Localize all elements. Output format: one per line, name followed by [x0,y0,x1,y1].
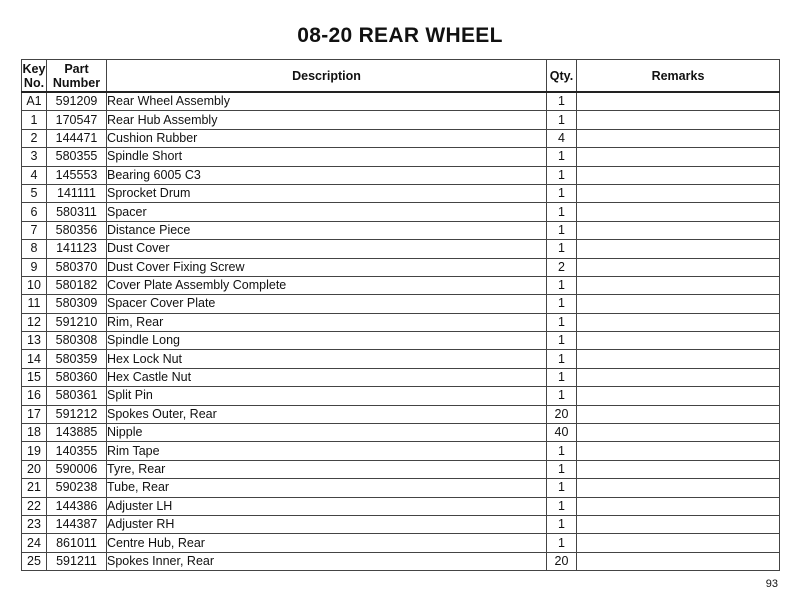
table-row [22,92,780,111]
qty-cell: 2 [547,258,577,276]
remarks-cell [577,203,780,221]
remarks-cell [577,534,780,552]
key-no-cell: 20 [22,460,47,478]
remarks-cell [577,240,780,258]
page-title: 08-20 REAR WHEEL [297,24,503,47]
part-number-cell: 580311 [47,203,107,221]
description-cell: Dust Cover Fixing Screw [107,258,547,276]
description-cell: Split Pin [107,387,547,405]
remarks-cell [577,332,780,350]
description-cell: Spindle Long [107,332,547,350]
qty-cell: 40 [547,424,577,442]
table-row [22,479,780,497]
remarks-cell [577,368,780,386]
remarks-cell [577,184,780,202]
remarks-cell [577,387,780,405]
description-cell: Distance Piece [107,221,547,239]
description-cell: Rear Hub Assembly [107,111,547,129]
description-cell: Rear Wheel Assembly [107,92,547,111]
part-number-cell: 590006 [47,460,107,478]
table-row [22,240,780,258]
description-cell: Centre Hub, Rear [107,534,547,552]
qty-cell: 1 [547,479,577,497]
description-cell: Cover Plate Assembly Complete [107,276,547,294]
qty-cell: 4 [547,129,577,147]
part-number-cell: 143885 [47,424,107,442]
parts-table-header [22,60,780,93]
key-no-cell: 19 [22,442,47,460]
qty-cell: 1 [547,240,577,258]
part-number-cell: 580360 [47,368,107,386]
qty-cell: 1 [547,166,577,184]
key-no-cell: 22 [22,497,47,515]
description-cell: Rim Tape [107,442,547,460]
remarks-cell [577,497,780,515]
remarks-cell [577,129,780,147]
part-number-cell: 591211 [47,552,107,570]
part-number-cell: 591210 [47,313,107,331]
qty-cell: 1 [547,313,577,331]
part-number-cell: 144386 [47,497,107,515]
key-no-header-line2: No. [23,75,45,90]
table-row [22,515,780,533]
qty-cell: 1 [547,276,577,294]
key-no-cell: 23 [22,515,47,533]
description-cell: Nipple [107,424,547,442]
remarks-cell [577,92,780,111]
remarks-cell [577,166,780,184]
table-row [22,497,780,515]
table-row [22,552,780,570]
description-cell: Hex Castle Nut [107,368,547,386]
description-cell: Cushion Rubber [107,129,547,147]
description-cell: Spacer Cover Plate [107,295,547,313]
key-no-cell: 11 [22,295,47,313]
remarks-cell [577,515,780,533]
part-number-header [47,60,107,93]
remarks-cell [577,350,780,368]
description-cell: Tyre, Rear [107,460,547,478]
qty-cell: 20 [547,552,577,570]
table-row [22,332,780,350]
part-number-header-line1: Part [64,61,89,76]
qty-cell: 1 [547,184,577,202]
key-no-header [22,60,47,93]
key-no-cell: 24 [22,534,47,552]
key-no-cell: 13 [22,332,47,350]
key-no-header-line1: Key [22,61,46,76]
part-number-cell: 580356 [47,221,107,239]
table-row [22,129,780,147]
qty-cell: 1 [547,295,577,313]
qty-cell: 1 [547,497,577,515]
table-row [22,184,780,202]
qty-cell: 1 [547,332,577,350]
key-no-cell: 1 [22,111,47,129]
description-cell: Tube, Rear [107,479,547,497]
part-number-cell: 590238 [47,479,107,497]
table-row [22,258,780,276]
remarks-cell [577,221,780,239]
table-row [22,534,780,552]
key-no-cell: 5 [22,184,47,202]
remarks-cell [577,313,780,331]
qty-cell: 1 [547,515,577,533]
key-no-cell: 8 [22,240,47,258]
part-number-cell: 140355 [47,442,107,460]
qty-cell: 1 [547,442,577,460]
description-cell: Hex Lock Nut [107,350,547,368]
table-row [22,387,780,405]
remarks-cell [577,424,780,442]
description-cell: Spokes Inner, Rear [107,552,547,570]
remarks-cell [577,442,780,460]
qty-cell: 20 [547,405,577,423]
qty-cell: 1 [547,350,577,368]
part-number-cell: 861011 [47,534,107,552]
description-cell: Dust Cover [107,240,547,258]
description-cell: Spindle Short [107,148,547,166]
key-no-cell: 9 [22,258,47,276]
qty-cell: 1 [547,387,577,405]
key-no-cell: 14 [22,350,47,368]
key-no-cell: 25 [22,552,47,570]
remarks-cell [577,148,780,166]
qty-cell: 1 [547,111,577,129]
part-number-cell: 591209 [47,92,107,111]
description-cell: Bearing 6005 C3 [107,166,547,184]
key-no-cell: 18 [22,424,47,442]
remarks-cell [577,295,780,313]
part-number-cell: 144471 [47,129,107,147]
table-row [22,313,780,331]
key-no-cell: 4 [22,166,47,184]
parts-table [21,59,780,571]
description-cell: Adjuster LH [107,497,547,515]
part-number-cell: 144387 [47,515,107,533]
key-no-cell: 7 [22,221,47,239]
part-number-cell: 580359 [47,350,107,368]
remarks-cell [577,111,780,129]
remarks-cell [577,258,780,276]
qty-cell: 1 [547,460,577,478]
header-row [22,60,780,93]
key-no-cell: 21 [22,479,47,497]
page-number: 93 [765,578,778,590]
description-cell: Rim, Rear [107,313,547,331]
description-cell: Sprocket Drum [107,184,547,202]
key-no-cell: 12 [22,313,47,331]
part-number-header-line2: Number [52,75,101,90]
part-number-cell: 580355 [47,148,107,166]
part-number-cell: 170547 [47,111,107,129]
key-no-cell: 6 [22,203,47,221]
table-row [22,166,780,184]
qty-cell: 1 [547,92,577,111]
remarks-cell [577,276,780,294]
table-row [22,276,780,294]
table-row [22,148,780,166]
qty-header: Qty. [547,60,577,93]
description-cell: Spokes Outer, Rear [107,405,547,423]
part-number-cell: 580309 [47,295,107,313]
part-number-cell: 141111 [47,184,107,202]
key-no-cell: 15 [22,368,47,386]
qty-cell: 1 [547,221,577,239]
remarks-cell [577,552,780,570]
part-number-cell: 580370 [47,258,107,276]
key-no-cell: 10 [22,276,47,294]
part-number-cell: 580182 [47,276,107,294]
key-no-cell: A1 [22,92,47,111]
key-no-cell: 2 [22,129,47,147]
table-row [22,295,780,313]
part-number-cell: 145553 [47,166,107,184]
remarks-cell [577,460,780,478]
table-row [22,460,780,478]
parts-table-body [22,92,780,571]
part-number-cell: 591212 [47,405,107,423]
key-no-cell: 3 [22,148,47,166]
description-header: Description [107,60,547,93]
key-no-cell: 17 [22,405,47,423]
qty-cell: 1 [547,148,577,166]
table-row [22,221,780,239]
part-number-cell: 580308 [47,332,107,350]
qty-cell: 1 [547,368,577,386]
table-row [22,424,780,442]
remarks-cell [577,479,780,497]
table-row [22,442,780,460]
table-row [22,111,780,129]
part-number-cell: 580361 [47,387,107,405]
description-cell: Adjuster RH [107,515,547,533]
table-row [22,203,780,221]
part-number-cell: 141123 [47,240,107,258]
table-row [22,405,780,423]
table-row [22,368,780,386]
description-cell: Spacer [107,203,547,221]
qty-cell: 1 [547,534,577,552]
table-row [22,350,780,368]
remarks-cell [577,405,780,423]
qty-cell: 1 [547,203,577,221]
key-no-cell: 16 [22,387,47,405]
remarks-header: Remarks [577,60,780,93]
